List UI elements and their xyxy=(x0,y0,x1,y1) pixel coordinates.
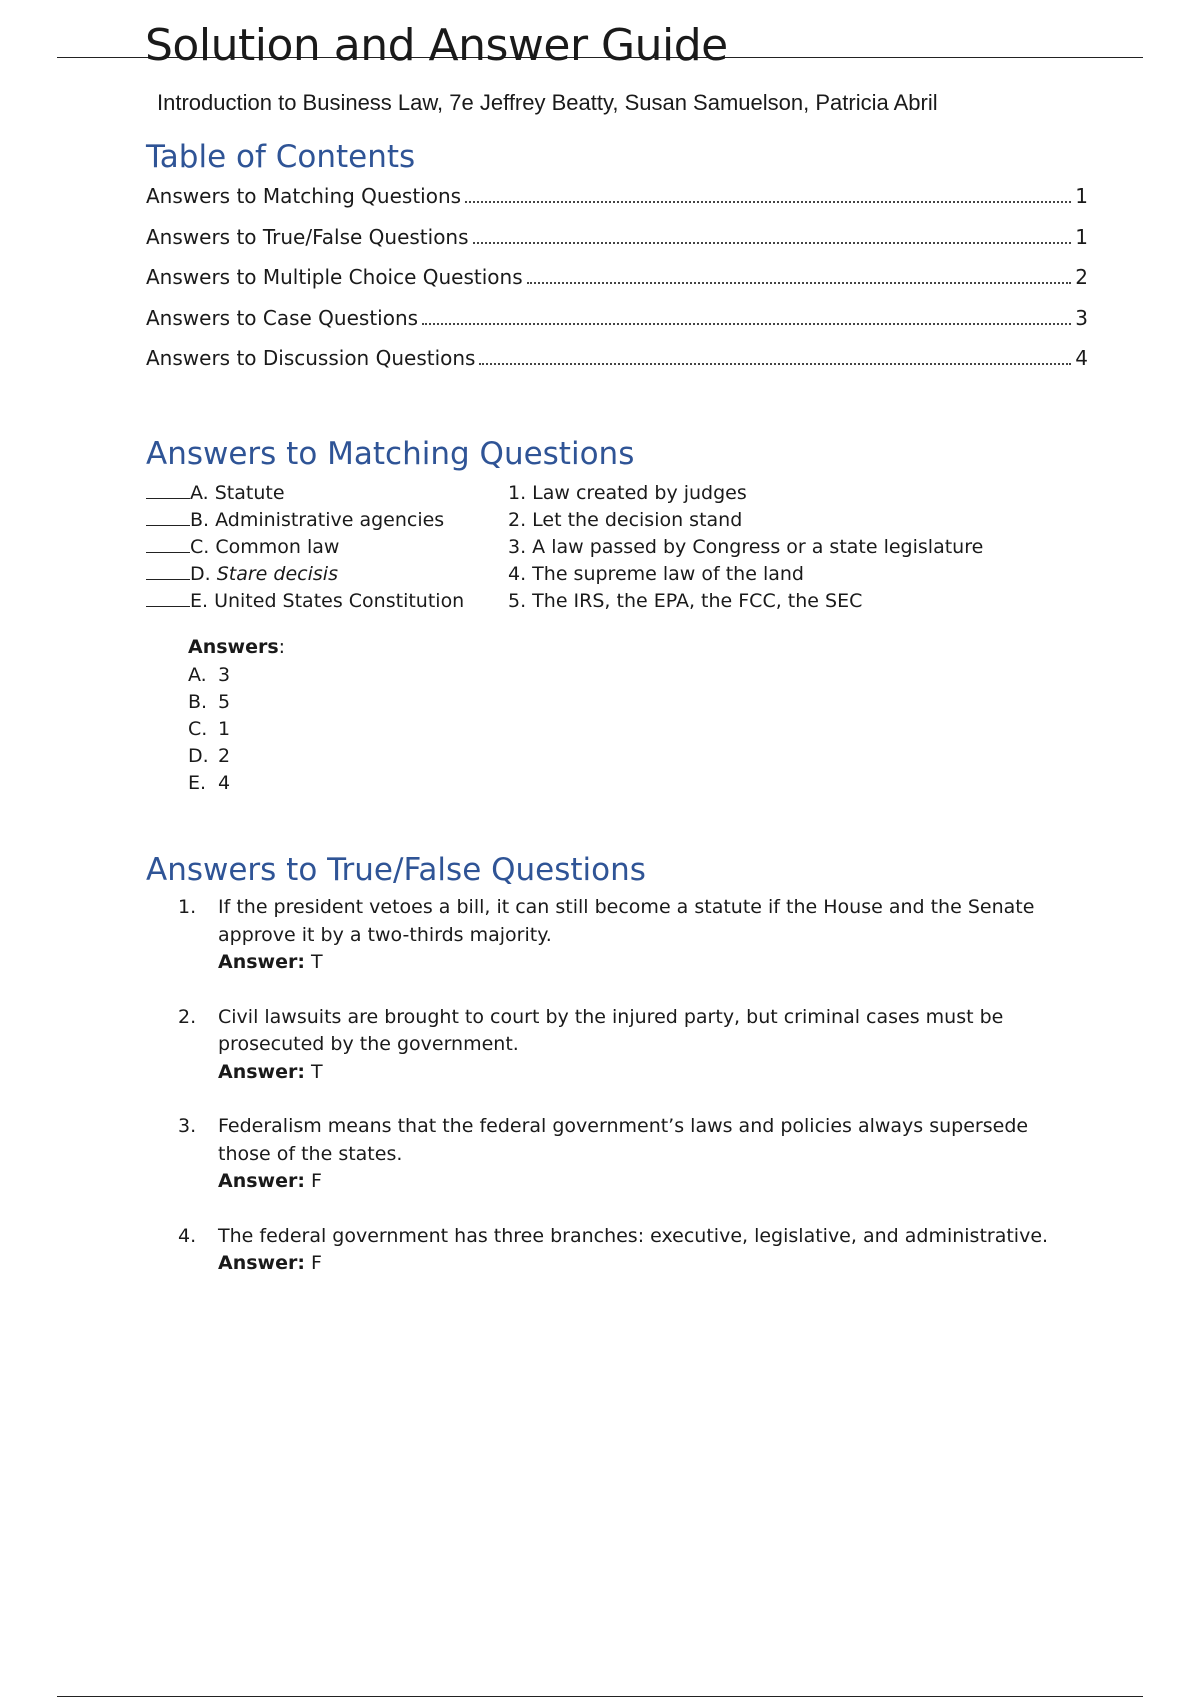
toc-entry-case[interactable] xyxy=(146,306,1088,347)
question-answer xyxy=(218,1059,1078,1087)
question-answer xyxy=(218,1168,1078,1196)
toc-page-number: 1 xyxy=(1075,224,1088,249)
toc-leader-dots xyxy=(479,363,1071,365)
answer-letter: D. xyxy=(188,745,209,767)
question-text: Civil lawsuits are brought to court by the injured party, but criminal cases must be prosecuted by the government. xyxy=(218,1005,1004,1055)
answer-label: Answer: xyxy=(218,1252,305,1274)
matching-term xyxy=(146,563,508,585)
matching-term xyxy=(146,536,508,558)
toc-page-number: 3 xyxy=(1075,305,1088,330)
matching-term-text: A. Statute xyxy=(190,482,285,504)
question-body xyxy=(218,1004,1078,1087)
toc-entry-true-false[interactable] xyxy=(146,225,1088,266)
answers-colon: : xyxy=(278,636,286,658)
toc-entry-label: Answers to Multiple Choice Questions xyxy=(146,265,523,289)
toc-leader-dots xyxy=(465,201,1071,203)
answer-label: Answer: xyxy=(218,951,305,973)
toc-entry-multiple-choice[interactable] xyxy=(146,265,1088,306)
answer-value: 4 xyxy=(218,772,231,794)
answer-blank xyxy=(146,578,190,580)
answer-row xyxy=(188,691,285,718)
matching-row xyxy=(146,509,1146,536)
toc-entry-matching[interactable] xyxy=(146,184,1088,225)
answer-value: T xyxy=(304,1060,323,1083)
toc-page-number: 1 xyxy=(1075,184,1088,208)
table-of-contents xyxy=(146,184,1088,387)
answer-blank xyxy=(146,551,190,553)
question-text: Federalism means that the federal government’s laws and policies always supersede those of the states. xyxy=(218,1115,1029,1165)
toc-page-number: 2 xyxy=(1075,265,1088,289)
question-answer xyxy=(218,1250,1078,1278)
answer-value: F xyxy=(304,1252,322,1274)
toc-leader-dots xyxy=(527,282,1072,284)
matching-definition: 1. Law created by judges xyxy=(508,482,747,504)
answer-row xyxy=(188,718,285,745)
matching-heading: Answers to Matching Questions xyxy=(146,436,635,472)
toc-entry-label: Answers to True/False Questions xyxy=(146,224,469,249)
question-text: If the president vetoes a bill, it can still become a statute if the House and the Senate approve it by a two-thirds majority. xyxy=(218,896,1035,946)
answer-value: 1 xyxy=(218,718,231,740)
answers-title xyxy=(188,636,285,664)
question-item xyxy=(178,1223,1078,1278)
question-item xyxy=(178,1004,1078,1087)
matching-row xyxy=(146,536,1146,563)
matching-term xyxy=(146,590,508,612)
matching-row xyxy=(146,563,1146,590)
answer-value: 2 xyxy=(218,745,231,767)
toc-entry-label: Answers to Case Questions xyxy=(146,305,419,330)
matching-term xyxy=(146,509,508,531)
answer-value: 3 xyxy=(218,664,231,686)
toc-entry-label: Answers to Discussion Questions xyxy=(146,346,476,370)
true-false-questions xyxy=(178,894,1078,1305)
answer-letter: B. xyxy=(188,691,208,713)
question-item xyxy=(178,1113,1078,1196)
question-number: 3. xyxy=(178,1115,197,1137)
toc-leader-dots xyxy=(422,323,1071,325)
toc-entry-label: Answers to Matching Questions xyxy=(146,184,462,208)
question-number: 2. xyxy=(178,1005,197,1028)
document-subtitle: Introduction to Business Law, 7e Jeffrey Beatty, Susan Samuelson, Patricia Abril xyxy=(157,90,938,115)
matching-questions xyxy=(146,482,1146,617)
question-body xyxy=(218,1223,1078,1278)
toc-heading: Table of Contents xyxy=(146,139,416,175)
matching-term-text: B. Administrative agencies xyxy=(190,509,445,531)
toc-leader-dots xyxy=(473,242,1072,244)
matching-definition: 3. A law passed by Congress or a state legislature xyxy=(508,536,984,558)
matching-definition: 2. Let the decision stand xyxy=(508,509,743,531)
true-false-heading: Answers to True/False Questions xyxy=(146,852,646,888)
answer-row xyxy=(188,745,285,772)
question-number: 1. xyxy=(178,896,197,918)
answer-row xyxy=(188,664,285,691)
question-text: The federal government has three branches: executive, legislative, and administrative. xyxy=(218,1224,1049,1247)
answer-value: T xyxy=(304,951,323,973)
footer-rule xyxy=(57,1696,1143,1697)
question-body xyxy=(218,1113,1078,1196)
matching-term-text: E. United States Constitution xyxy=(190,590,465,612)
answer-letter: A. xyxy=(188,664,207,686)
matching-row xyxy=(146,590,1146,617)
matching-row xyxy=(146,482,1146,509)
matching-definition: 5. The IRS, the EPA, the FCC, the SEC xyxy=(508,590,863,612)
question-answer xyxy=(218,949,1078,977)
answer-letter: C. xyxy=(188,718,208,740)
answer-value: F xyxy=(304,1170,322,1192)
document-title: Solution and Answer Guide xyxy=(145,20,728,71)
toc-page-number: 4 xyxy=(1075,346,1088,370)
matching-term xyxy=(146,482,508,504)
question-number: 4. xyxy=(178,1224,197,1247)
question-body xyxy=(218,894,1078,977)
answers-label: Answers xyxy=(188,636,279,658)
matching-term-text: C. Common law xyxy=(190,536,340,558)
answer-blank xyxy=(146,605,190,607)
matching-term-italic: Stare decisis xyxy=(216,563,338,585)
answer-label: Answer: xyxy=(218,1060,305,1083)
toc-entry-discussion[interactable] xyxy=(146,346,1088,387)
question-item xyxy=(178,894,1078,977)
answer-blank xyxy=(146,524,190,526)
answer-label: Answer: xyxy=(218,1170,305,1192)
answer-letter: E. xyxy=(188,772,207,794)
matching-term-prefix: D. xyxy=(190,563,217,585)
matching-answers xyxy=(188,636,285,799)
answer-row xyxy=(188,772,285,799)
answer-blank xyxy=(146,497,190,499)
answer-value: 5 xyxy=(218,691,231,713)
matching-definition: 4. The supreme law of the land xyxy=(508,563,804,585)
